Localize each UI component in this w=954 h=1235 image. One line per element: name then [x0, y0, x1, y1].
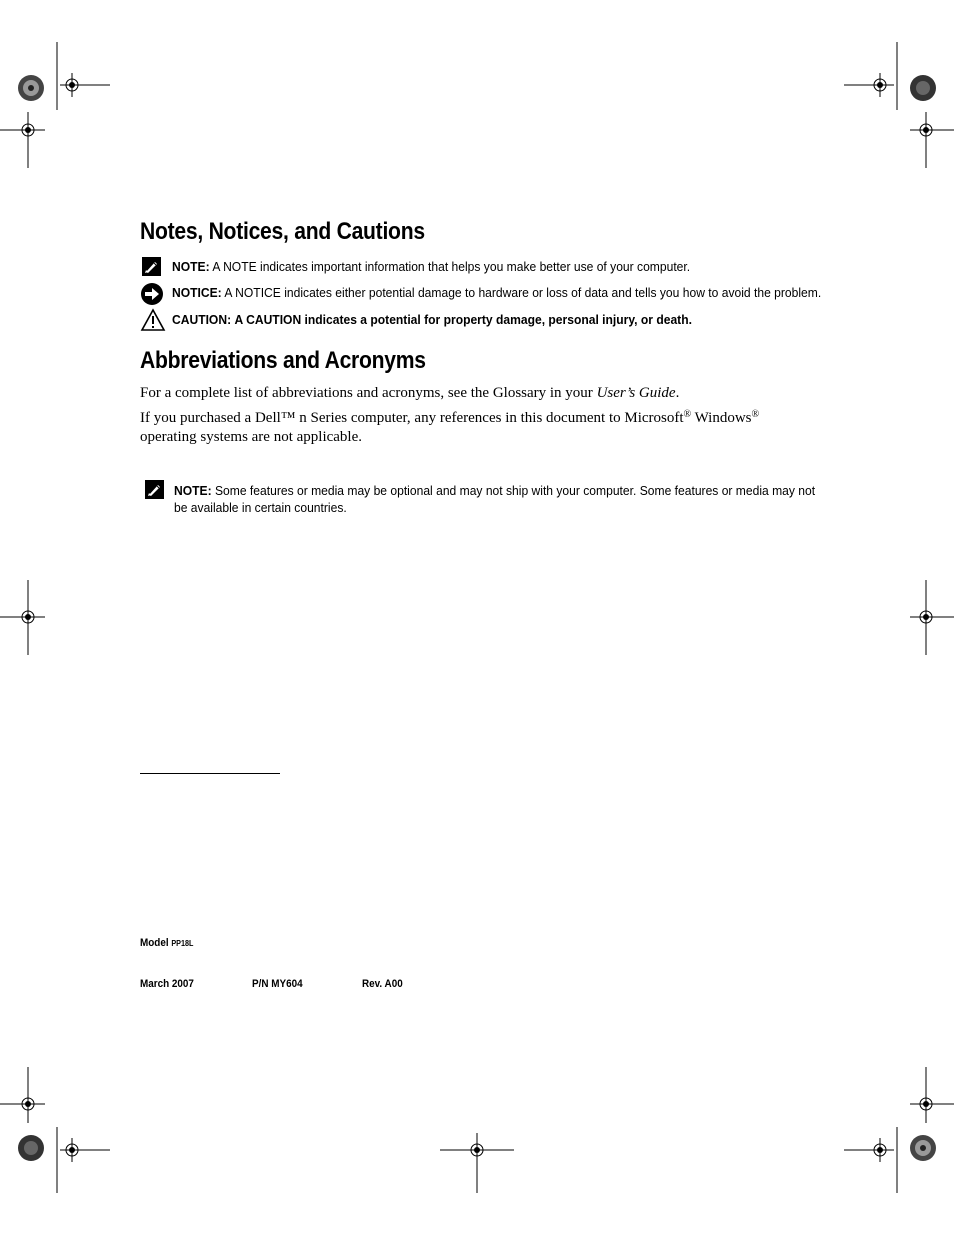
n-series-paragraph — [140, 409, 759, 427]
note2-label: NOTE: — [174, 483, 212, 498]
p1-text: For a complete list of abbreviations and acronyms, see the Glossary in your — [140, 385, 597, 401]
model-label: Model — [140, 937, 169, 949]
p2-text: If you purchased a Dell™ n Series computer, any references in this document to Microsoft — [140, 410, 684, 426]
note-label: NOTE: — [172, 259, 210, 274]
notice-admonition — [172, 285, 821, 300]
model-line — [140, 937, 193, 949]
revision: Rev. A00 — [362, 978, 403, 990]
caution-text: A CAUTION indicates a potential for property damage, personal injury, or death. — [234, 312, 692, 327]
p2-windows: Windows — [691, 410, 752, 426]
caution-label: CAUTION: — [172, 312, 232, 327]
caution-admonition — [172, 312, 692, 327]
note-text: A NOTE indicates important information that helps you make better use of your computer. — [212, 259, 691, 274]
section-title-abbreviations: Abbreviations and Acronyms — [140, 347, 426, 374]
registered-mark: ® — [751, 409, 760, 420]
notice-text: A NOTICE indicates either potential damage to hardware or loss of data and tells you how to avoid the problem. — [224, 285, 822, 300]
notice-arrow-icon — [140, 282, 164, 311]
notice-label: NOTICE: — [172, 285, 222, 300]
registered-mark: ® — [683, 409, 692, 420]
p1-suffix: . — [675, 385, 680, 401]
note-admonition — [172, 259, 690, 274]
abbreviations-paragraph — [140, 385, 679, 402]
note-pencil-icon-2 — [143, 479, 165, 506]
n-series-paragraph-line2: operating systems are not applicable. — [140, 429, 363, 445]
model-value: PP18L — [171, 939, 194, 948]
date-text: March 2007 — [140, 978, 194, 990]
note2-text: Some features or media may be optional and may not ship with your computer. Some features or media may not be available in certain countries. — [174, 483, 816, 515]
features-note — [174, 482, 816, 516]
part-number: P/N MY604 — [252, 978, 303, 990]
caution-warning-icon — [140, 308, 166, 337]
note-pencil-icon — [140, 256, 162, 283]
section-title-notes: Notes, Notices, and Cautions — [140, 218, 425, 245]
users-guide-title: User’s Guide — [596, 385, 676, 401]
separator-rule — [140, 773, 280, 774]
